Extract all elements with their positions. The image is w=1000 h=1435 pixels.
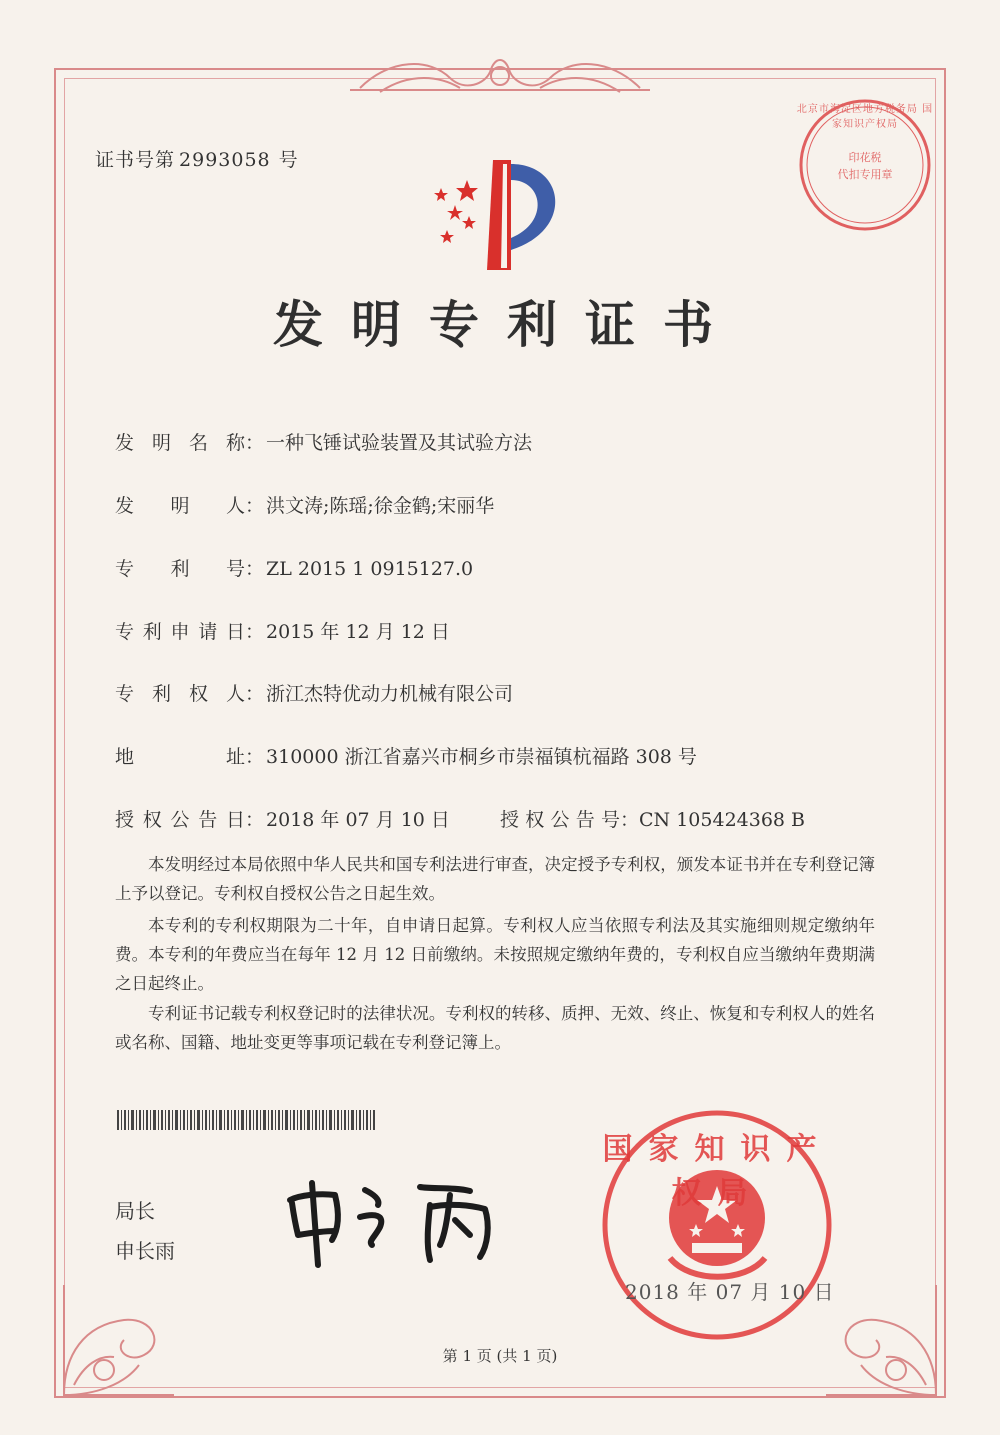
tax-stamp-ring-text: 北京市海淀区地方税务局 国家知识产权局 xyxy=(796,104,934,130)
page-number: 第 1 页 (共 1 页) xyxy=(442,1347,558,1365)
top-ornament-icon xyxy=(340,48,660,100)
field-inventors: 发明人： 洪文涛;陈瑶;徐金鹤;宋丽华 xyxy=(115,491,494,518)
patent-office-logo-icon xyxy=(425,150,585,275)
field-value: 一种飞锤试验装置及其试验方法 xyxy=(266,432,533,454)
certificate-title: 发明专利证书 xyxy=(273,295,741,354)
paragraph-3: 专利证书记载专利权登记时的法律状况。专利权的转移、质押、无效、终止、恢复和专利权人的姓名或名称、国籍、地址变更等事项记载在专利登记簿上。 xyxy=(115,1004,875,1052)
seal-date: 2018 年 07 月 10 日 xyxy=(625,1280,835,1304)
field-value: ZL 2015 1 0915127.0 xyxy=(266,558,474,580)
field-value: 310000 浙江省嘉兴市桐乡市崇福镇杭福路 308 号 xyxy=(266,746,697,768)
field-invention-name: 发明名称： 一种飞锤试验装置及其试验方法 xyxy=(115,428,532,455)
field-value: 2015 年 12 月 12 日 xyxy=(266,621,450,643)
paragraph-2: 本专利的专利权期限为二十年，自申请日起算。专利权人应当依照专利法及其实施细则规定缴纳年费。本专利的年费应当在每年 12 月 12 日前缴纳。未按照规定缴纳年费的，专利权自应当缴纳年费期满之日起终止。 xyxy=(115,916,875,993)
barcode-icon xyxy=(117,1110,375,1130)
bottom-left-ornament-icon xyxy=(44,1265,194,1415)
tax-stamp-line-1: 印花税 xyxy=(848,151,882,164)
field-label: 授权公告号 xyxy=(500,809,620,831)
field-patentee: 专利权人： 浙江杰特优动力机械有限公司 xyxy=(115,679,513,706)
field-grant-no: 授权公告号：CN 105424368 B xyxy=(500,805,805,832)
tax-stamp xyxy=(795,95,935,235)
signature-icon xyxy=(280,1165,505,1270)
field-label: 专利申请日 xyxy=(115,621,245,643)
field-patent-no: 专利号： ZL 2015 1 0915127.0 xyxy=(115,554,473,581)
tax-stamp-line-2: 代扣专用章 xyxy=(837,168,893,181)
cert-no-suffix: 号 xyxy=(278,149,299,171)
field-label: 专利号 xyxy=(115,558,245,580)
official-seal xyxy=(600,1108,835,1343)
director-name: 申长雨 xyxy=(115,1239,175,1263)
field-label: 专利权人 xyxy=(115,683,245,705)
field-label: 发明人 xyxy=(115,495,245,517)
field-value: 洪文涛;陈瑶;徐金鹤;宋丽华 xyxy=(266,495,495,517)
field-label: 发明名称 xyxy=(115,432,245,454)
certificate-number xyxy=(95,145,303,172)
field-label: 授权公告日 xyxy=(115,809,245,831)
paragraph-1: 本发明经过本局依照中华人民共和国专利法进行审查，决定授予专利权，颁发本证书并在专利登记簿上予以登记。专利权自授权公告之日起生效。 xyxy=(115,855,875,903)
field-application-date: 专利申请日： 2015 年 12 月 12 日 xyxy=(115,617,450,644)
field-value: CN 105424368 B xyxy=(639,809,806,831)
field-value: 2018 年 07 月 10 日 xyxy=(266,809,450,831)
field-value: 浙江杰特优动力机械有限公司 xyxy=(266,683,514,705)
cert-no-prefix: 证书号第 xyxy=(95,149,176,171)
cert-no-value: 2993058 xyxy=(179,149,271,171)
director-title: 局长 xyxy=(115,1199,155,1223)
official-seal-text: 国家知识产权局 xyxy=(602,1132,833,1211)
field-label: 地址 xyxy=(115,746,245,768)
field-address: 地址： 310000 浙江省嘉兴市桐乡市崇福镇杭福路 308 号 xyxy=(115,742,697,769)
field-grant-date: 授权公告日： 2018 年 07 月 10 日 xyxy=(115,805,450,832)
